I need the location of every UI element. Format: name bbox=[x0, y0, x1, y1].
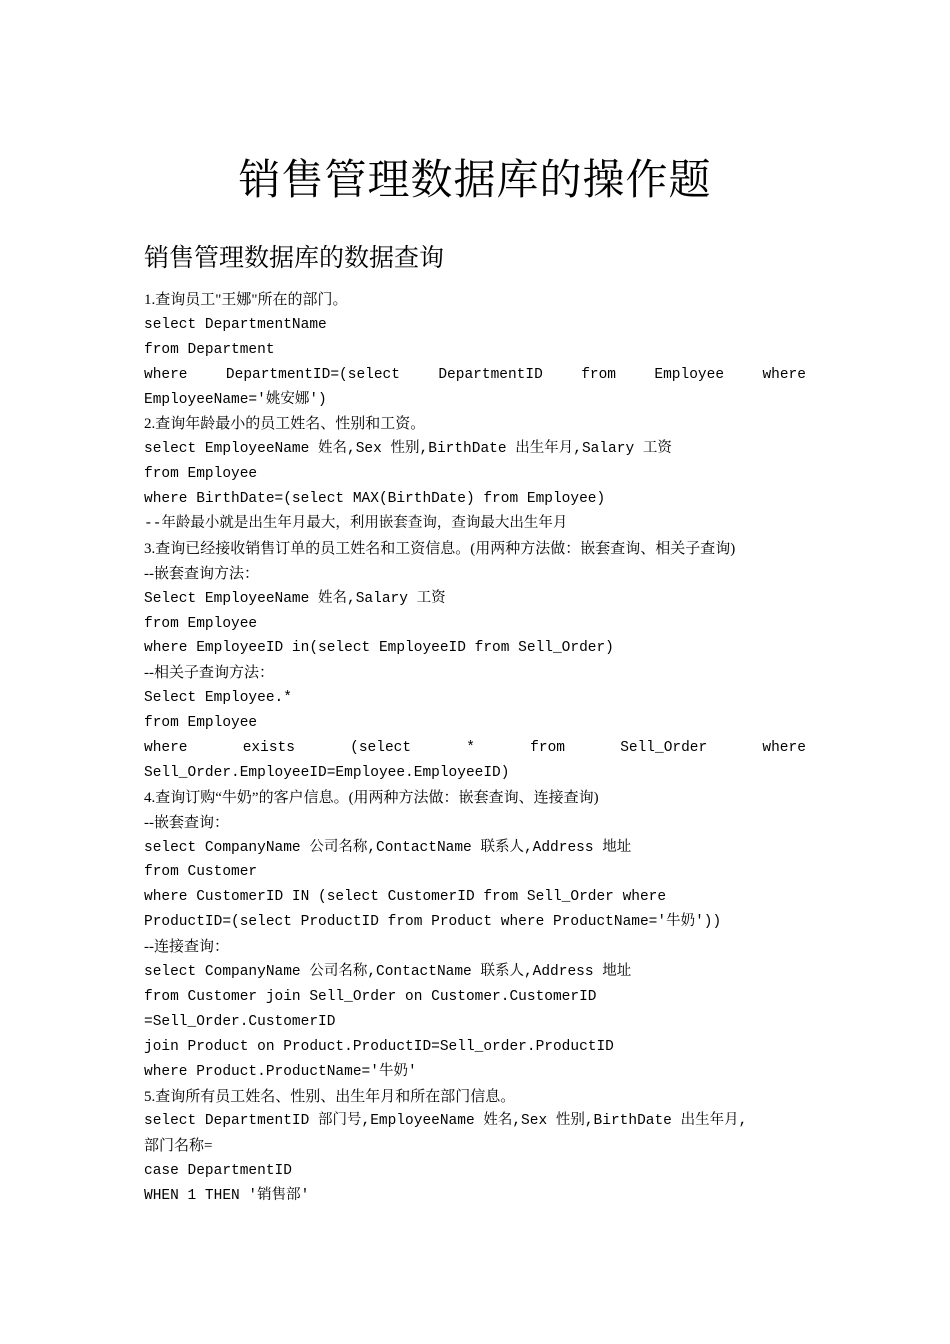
code-line: WHEN 1 THEN '销售部' bbox=[144, 1188, 310, 1205]
code-line: select CompanyName 公司名称,ContactName 联系人,Address 地址 bbox=[144, 839, 632, 856]
code-line: select DepartmentID 部门号,EmployeeName 姓名,Sex 性别,BirthDate 出生年月, bbox=[144, 1113, 748, 1130]
question-text-line: --嵌套查询： bbox=[144, 814, 229, 831]
code-word: where bbox=[762, 740, 806, 757]
question-text-line: 2.查询年龄最小的员工姓名、性别和工资。 bbox=[144, 416, 426, 433]
code-line: where EmployeeID in(select EmployeeID from Sell_Order) bbox=[144, 640, 614, 657]
code-line: from Customer bbox=[144, 864, 258, 881]
code-line: Select Employee.* bbox=[144, 690, 292, 707]
code-word: where bbox=[144, 366, 188, 383]
code-line: from Department bbox=[144, 341, 275, 358]
code-line: where CustomerID IN (select CustomerID from Sell_Order where bbox=[144, 889, 667, 906]
code-line: from Customer join Sell_Order on Customer.CustomerID bbox=[144, 988, 597, 1005]
code-line: select EmployeeName 姓名,Sex 性别,BirthDate 出生年月,Salary 工资 bbox=[144, 441, 672, 458]
code-line: EmployeeName='姚安娜') bbox=[144, 391, 327, 408]
question-text-line: --相关子查询方法： bbox=[144, 665, 274, 682]
code-word: exists bbox=[242, 740, 295, 757]
code-word: where bbox=[762, 366, 806, 383]
document-title: 销售管理数据库的操作题 bbox=[238, 155, 712, 204]
code-word: * bbox=[466, 740, 475, 757]
code-line: ProductID=(select ProductID from Product where ProductName='牛奶')) bbox=[144, 914, 722, 931]
code-line: from Employee bbox=[144, 715, 258, 732]
code-word: (select bbox=[350, 740, 412, 757]
code-line: from Employee bbox=[144, 615, 258, 632]
question-text-line: 3.查询已经接收销售订单的员工姓名和工资信息。(用两种方法做：嵌套查询、相关子查询) bbox=[144, 540, 736, 557]
question-text-line: 4.查询订购“牛奶”的客户信息。(用两种方法做：嵌套查询、连接查询) bbox=[144, 789, 599, 806]
code-word: DepartmentID=(select bbox=[225, 366, 400, 383]
code-line: --年龄最小就是出生年月最大，利用嵌套查询，查询最大出生年月 bbox=[144, 516, 568, 533]
question-text-line: --嵌套查询方法： bbox=[144, 565, 259, 582]
code-line: select CompanyName 公司名称,ContactName 联系人,Address 地址 bbox=[144, 964, 632, 981]
code-line: select DepartmentName bbox=[144, 316, 327, 333]
question-text-line: --连接查询： bbox=[144, 939, 229, 956]
code-line: join Product on Product.ProductID=Sell_order.ProductID bbox=[144, 1038, 614, 1055]
question-text-line: 5.查询所有员工姓名、性别、出生年月和所在部门信息。 bbox=[144, 1088, 516, 1105]
code-line-justified bbox=[144, 736, 806, 761]
code-line: =Sell_Order.CustomerID bbox=[144, 1013, 336, 1030]
code-line: Sell_Order.EmployeeID=Employee.EmployeeID) bbox=[144, 764, 510, 781]
code-word: DepartmentID bbox=[438, 366, 543, 383]
code-line: where BirthDate=(select MAX(BirthDate) from Employee) bbox=[144, 491, 606, 508]
code-word: from bbox=[530, 740, 565, 757]
code-line: where Product.ProductName='牛奶' bbox=[144, 1063, 417, 1080]
code-word: from bbox=[581, 366, 616, 383]
code-word: Sell_Order bbox=[620, 740, 708, 757]
document-body bbox=[144, 288, 806, 1209]
question-text-line: 部门名称= bbox=[144, 1138, 213, 1155]
code-line: Select EmployeeName 姓名,Salary 工资 bbox=[144, 590, 446, 607]
section-heading: 销售管理数据库的数据查询 bbox=[144, 243, 445, 272]
code-word: Employee bbox=[654, 366, 725, 383]
code-word: where bbox=[144, 740, 188, 757]
code-line: case DepartmentID bbox=[144, 1163, 292, 1180]
question-text-line: 1.查询员工"王娜"所在的部门。 bbox=[144, 292, 348, 308]
code-line-justified bbox=[144, 363, 806, 388]
code-line: from Employee bbox=[144, 466, 258, 483]
